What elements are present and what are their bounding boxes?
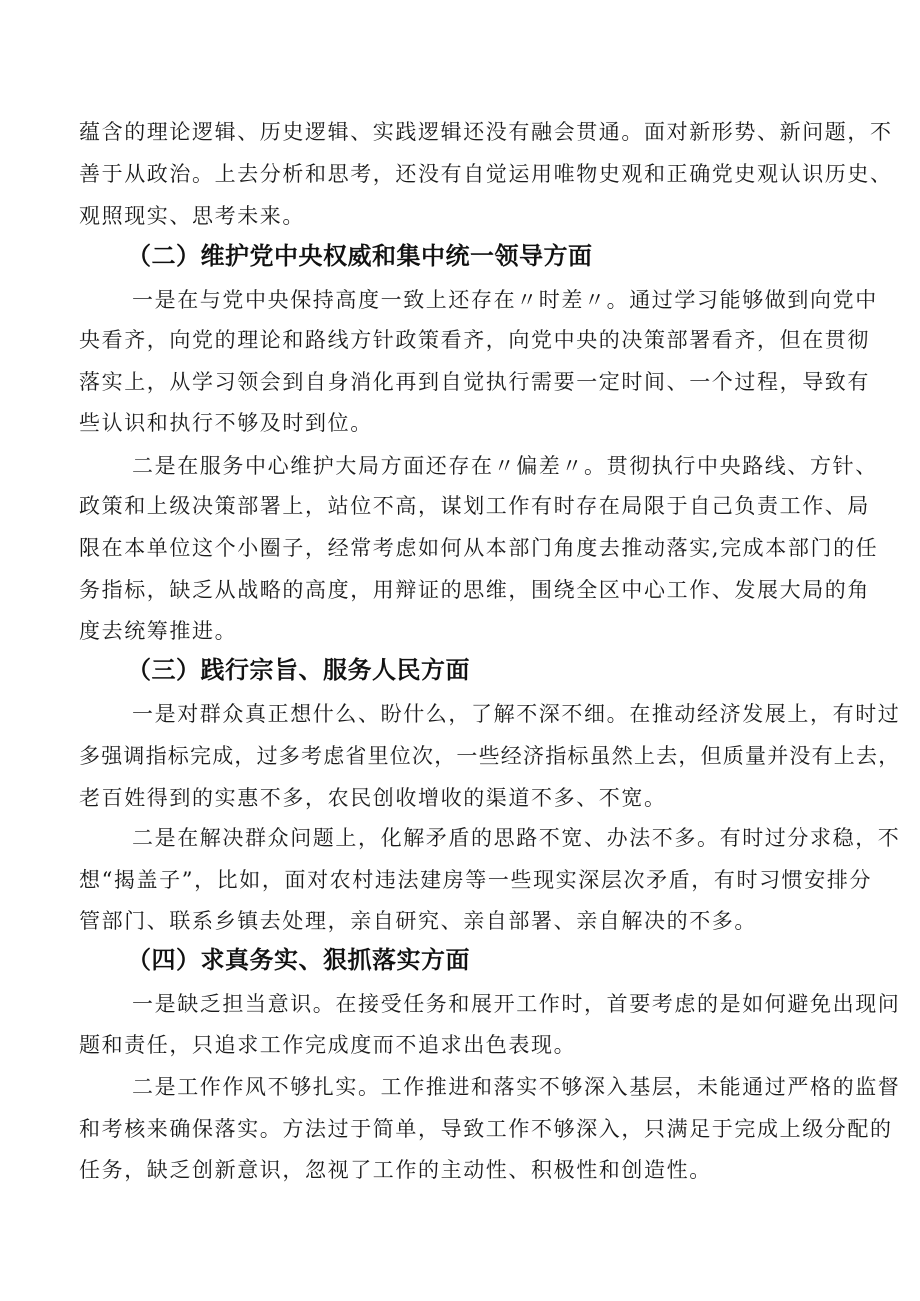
paragraph-line: 善于从政治。上去分析和思考，还没有自觉运用唯物史观和正确党史观认识历史、	[79, 162, 893, 186]
paragraph-line: 多强调指标完成，过多考虑省里位次，一些经济指标虽然上去，但质量并没有上去，	[79, 744, 901, 768]
paragraph-line: 一是对群众真正想什么、盼什么，了解不深不细。在推动经济发展上，有时过	[132, 702, 901, 726]
paragraph-line: 题和责任，只追求工作完成度而不追求出色表现。	[79, 1033, 577, 1057]
paragraph-line: 任务，缺乏创新意识，忽视了工作的主动性、积极性和创造性。	[79, 1158, 712, 1182]
paragraph-line: 二是工作作风不够扎实。工作推进和落实不够深入基层，未能通过严格的监督	[132, 1075, 901, 1099]
paragraph-line: 二是在解决群众问题上，化解矛盾的思路不宽、办法不多。有时过分求稳，不	[132, 826, 901, 850]
paragraph-line: 和考核来确保落实。方法过于简单，导致工作不够深入，只满足于完成上级分配的	[79, 1117, 893, 1141]
paragraph-line: 想“揭盖子”，比如，面对农村违法建房等一些现实深层次矛盾，有时习惯安排分	[79, 868, 873, 892]
paragraph-line: 一是在与党中央保持高度一致上还存在〃时差〃。通过学习能够做到向党中	[132, 288, 878, 312]
section-heading: （四）求真务实、狠抓落实方面	[127, 946, 470, 974]
paragraph-line: 观照现实、思考未来。	[79, 204, 305, 228]
paragraph-line: 务指标，缺乏从战略的高度，用辩证的思维，围绕全区中心工作、发展大局的角	[79, 578, 870, 602]
paragraph-line: 央看齐，向党的理论和路线方针政策看齐，向党中央的决策部署看齐，但在贯彻	[79, 328, 870, 352]
paragraph-line: 一是缺乏担当意识。在接受任务和展开工作时，首要考虑的是如何避免出现问	[132, 992, 901, 1016]
paragraph-line: 些认识和执行不够及时到位。	[79, 411, 373, 435]
section-heading: （二）维护党中央权威和集中统一领导方面	[127, 242, 593, 270]
section-heading: （三）践行宗旨、服务人民方面	[127, 656, 470, 684]
paragraph-line: 度去统筹推进。	[79, 619, 238, 643]
paragraph-line: 二是在服务中心维护大局方面还存在〃偏差〃。贯彻执行中央路线、方针、	[132, 454, 878, 478]
paragraph-line: 老百姓得到的实惠不多，农民创收增收的渠道不多、不宽。	[79, 786, 667, 810]
paragraph-line: 蕴含的理论逻辑、历史逻辑、实践逻辑还没有融会贯通。面对新形势、新问题，不	[79, 120, 893, 144]
paragraph-line: 政策和上级决策部署上，站位不高，谋划工作有时存在局限于自己负责工作、局	[79, 494, 870, 518]
paragraph-line: 限在本单位这个小圈子，经常考虑如何从本部门角度去推动落实,完成本部门的任	[79, 536, 879, 560]
paragraph-line: 管部门、联系乡镇去处理，亲自研究、亲自部署、亲自解决的不多。	[79, 909, 757, 933]
paragraph-line: 落实上，从学习领会到自身消化再到自觉执行需要一定时间、一个过程，导致有	[79, 370, 870, 394]
